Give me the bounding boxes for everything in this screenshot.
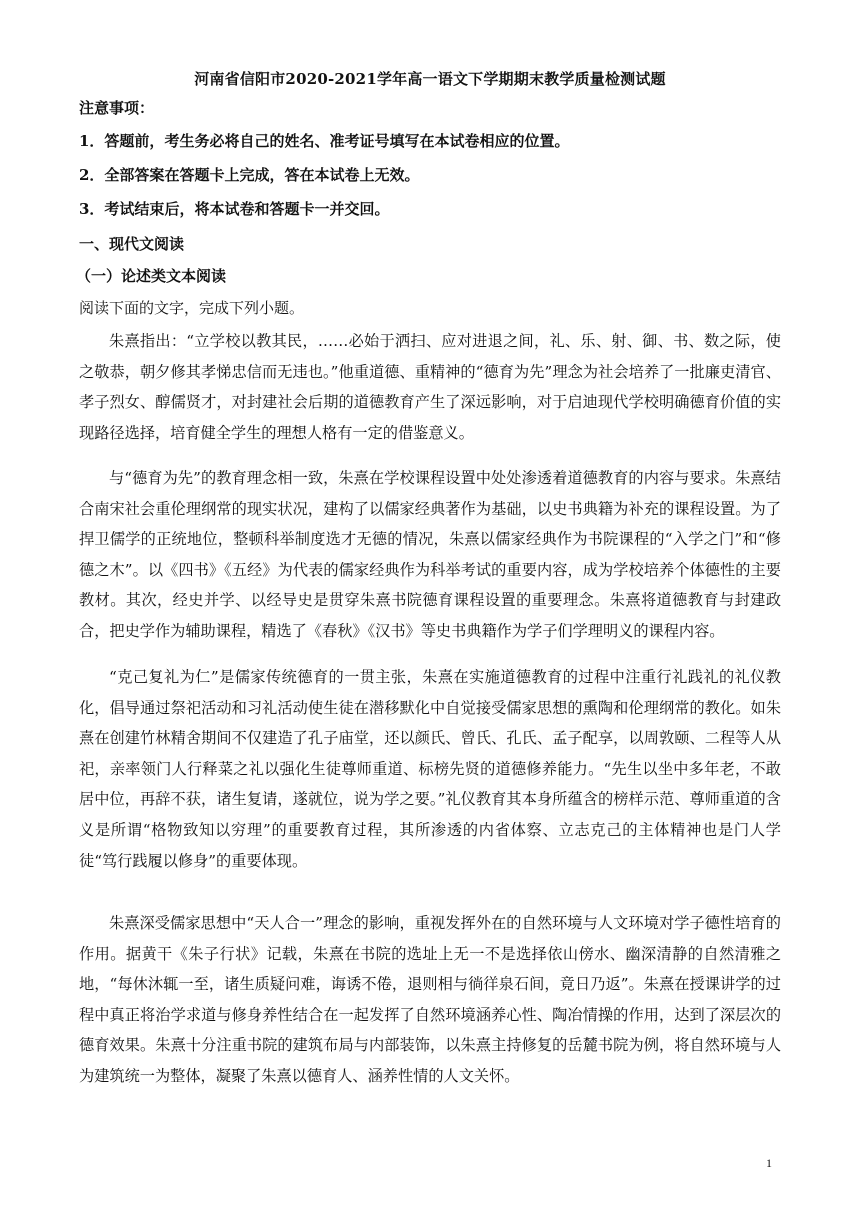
paragraph-2: 与“德育为先”的教育理念相一致，朱熹在学校课程设置中处处渗透着道德教育的内容与要求。朱熹结合南宋社会重伦理纲常的现实状况，建构了以儒家经典著作为基础，以史书典籍为补充的课程设置。为了捍卫儒学的正统地位，整顿科举制度选才无德的情况，朱熹以儒家经典作为书院课程的“入学之门”和“修德之木”。以《四书》《五经》为代表的儒家经典作为科举考试的重要内容，成为学校培养个体德性的主要教材。其次，经史并学、以经导史是贯穿朱熹书院德育课程设置的重要理念。朱熹将道德教育与封建政合，把史学作为辅助课程，精选了《春秋》《汉书》等史书典籍作为学子们学理明义的课程内容。 [79, 469, 781, 640]
paragraph-1: 朱熹指出：“立学校以教其民，……必始于洒扫、应对进退之间，礼、乐、射、御、书、数之际，使之敬恭，朝夕修其孝悌忠信而无违也。”他重道德、重精神的“德育为先”理念为社会培养了一批廉吏清官、孝子烈女、醇儒贤才，对封建社会后期的道德教育产生了深远影响，对于启迪现代学校明确德育价值的实现路径选择，培育健全学生的理想人格有一定的借鉴意义。 [79, 332, 781, 442]
paragraph-4: 朱熹深受儒家思想中“天人合一”理念的影响，重视发挥外在的自然环境与人文环境对学子德性培育的作用。据黄干《朱子行状》记载，朱熹在书院的选址上无一不是选择依山傍水、幽深清静的自然清雅之地，“每休沐辄一至，诸生质疑问难，诲诱不倦，退则相与徜徉泉石间，竟日乃返”。朱熹在授课讲学的过程中真正将治学求道与修身养性结合在一起发挥了自然环境涵养心性、陶冶情操的作用，达到了深层次的德育效果。朱熹十分注重书院的建筑布局与内部装饰，以朱熹主持修复的岳麓书院为例，将自然环境与人为建筑统一为整体，凝聚了朱熹以德育人、涵养性情的人文关怀。 [79, 914, 781, 1085]
section-heading: 一、现代文阅读 [79, 235, 185, 253]
notice-item-1: 1．答题前，考生务必将自己的姓名、准考证号填写在本试卷相应的位置。 [79, 132, 570, 150]
paragraph-3: “克己复礼为仁”是儒家传统德育的一贯主张，朱熹在实施道德教育的过程中注重行礼践礼的礼仪教化，倡导通过祭祀活动和习礼活动使生徒在潜移默化中自觉接受儒家思想的熏陶和伦理纲常的教化。如朱熹在创建竹林精舍期间不仅建造了孔子庙堂，还以颜氏、曾氏、孔氏、孟子配享，以周敦颐、二程等人从祀，亲率领门人行释菜之礼以强化生徒尊师重道、标榜先贤的道德修养能力。“先生以坐中多年老，不敢居中位，再辞不获，诸生复请，遂就位，说为学之要。”礼仪教育其本身所蕴含的榜样示范、尊师重道的含义是所谓“格物致知以穷理”的重要教育过程，其所渗透的内省体察、立志克己的主体精神也是门人学徒“笃行践履以修身”的重要体现。 [79, 668, 781, 870]
notice-heading: 注意事项： [79, 99, 155, 117]
page-number: 1 [766, 1156, 772, 1170]
section-subheading: （一）论述类文本阅读 [76, 267, 227, 285]
notice-item-2: 2．全部答案在答题卡上完成，答在本试卷上无效。 [79, 166, 420, 184]
reading-instruction: 阅读下面的文字，完成下列小题。 [79, 299, 305, 317]
exam-title: 河南省信阳市2020-2021学年高一语文下学期期末教学质量检测试题 [194, 70, 666, 88]
notice-item-3: 3．考试结束后，将本试卷和答题卡一并交回。 [79, 200, 390, 218]
